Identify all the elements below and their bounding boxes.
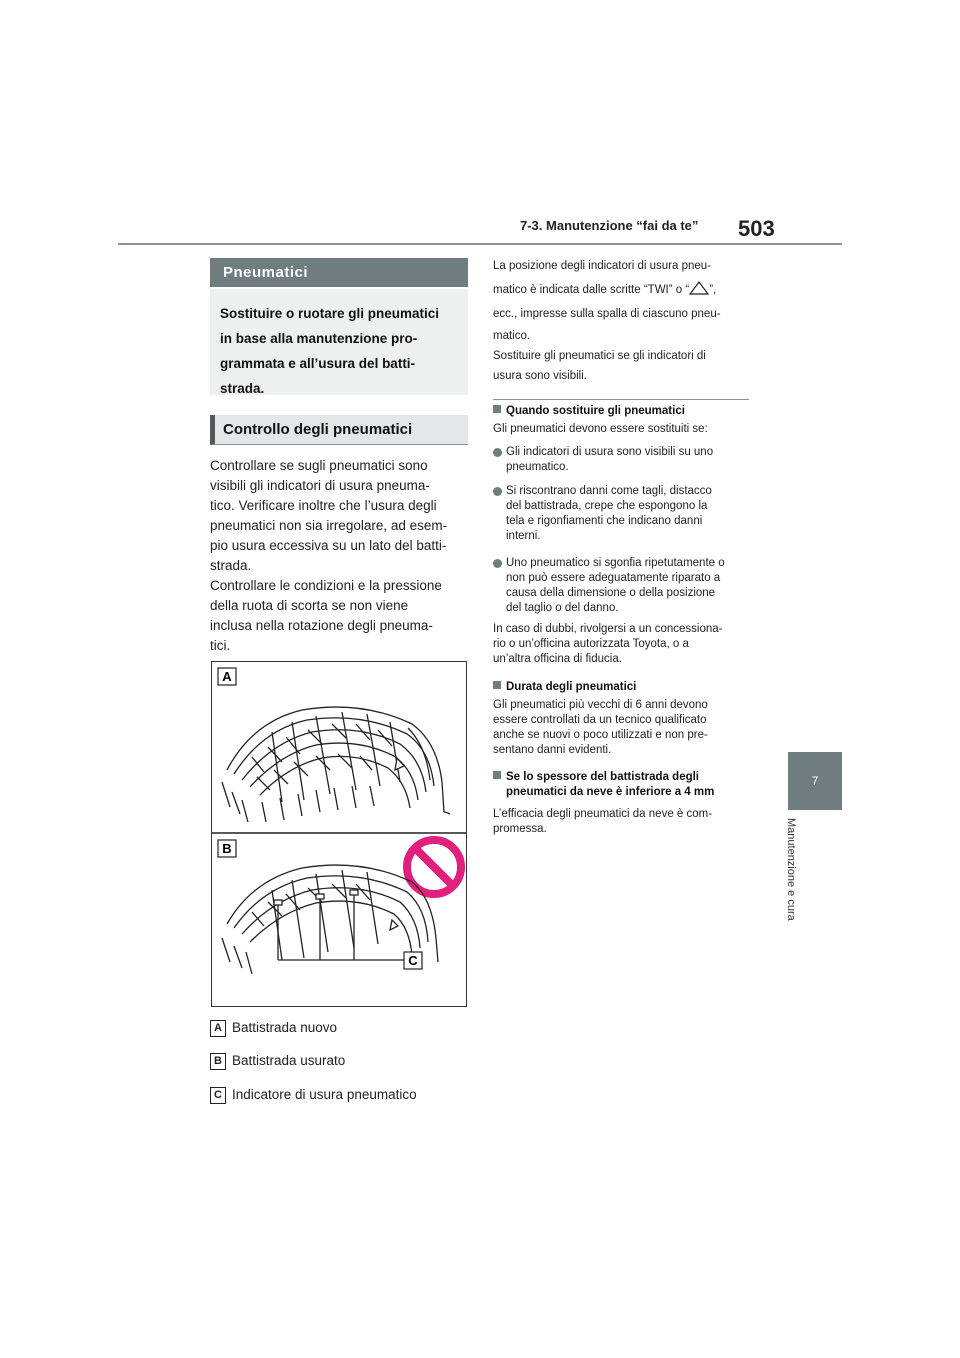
section-title: 7-3. Manutenzione “fai da te” [520, 218, 699, 233]
caption-key: C [210, 1087, 226, 1104]
twi-paragraph [493, 256, 749, 386]
text-line: Controllare se sugli pneumatici sono [210, 458, 428, 473]
heading-durata [493, 680, 753, 695]
text-line: un’altra officina di fiducia. [493, 653, 622, 665]
new-tread-tire [222, 707, 450, 822]
text-line: tela e rigonfiamenti che indicano danni [506, 515, 703, 527]
text-line: causa della dimensione o della posizione [506, 587, 716, 599]
caption-text: Battistrada usurato [232, 1053, 346, 1069]
subsection-band-controllo: Controllo degli pneumatici [210, 415, 468, 445]
text-line: sentano danni evidenti. [493, 744, 612, 756]
text-line: Gli indicatori di usura sono visibili su uno [506, 446, 714, 458]
circle-bullet-icon [493, 448, 502, 457]
intro-line: strada. [220, 381, 265, 396]
text-line: ecc., impresse sulla spalla di ciascuno pneu- [493, 308, 721, 320]
text-fragment: matico è indicata dalle scritte “TWI” o “ [493, 284, 690, 296]
heading-text: Quando sostituire gli pneumatici [506, 405, 685, 417]
text-line: inclusa nella rotazione degli pneuma- [210, 618, 433, 633]
text-line: promessa. [493, 823, 547, 835]
bullet-item [493, 556, 753, 616]
text-line: Gli pneumatici più vecchi di 6 anni devono [493, 699, 708, 711]
text-line: pneumatici non sia irregolare, ad esem- [210, 518, 448, 533]
caption-key: B [210, 1053, 226, 1070]
page-number: 503 [738, 216, 775, 241]
text-line: del battistrada, crepe che espongono la [506, 500, 708, 512]
text-line: interni. [506, 530, 541, 542]
intro-box [210, 289, 468, 395]
label-c: C [408, 953, 418, 968]
heading-text: Durata degli pneumatici [506, 681, 637, 693]
caption-text: Battistrada nuovo [232, 1020, 338, 1036]
text-line: tico. Verificare inoltre che l’usura degli [210, 498, 437, 513]
label-a: A [222, 669, 232, 684]
caption-c [210, 1087, 417, 1104]
caption-key: A [210, 1020, 226, 1037]
caption-a [210, 1020, 337, 1037]
text-line: tici. [210, 638, 231, 653]
text-line: Uno pneumatico si sgonfia ripetutamente o [506, 557, 725, 569]
triangle-icon [689, 281, 709, 295]
chapter-label [785, 818, 805, 958]
circle-bullet-icon [493, 559, 502, 568]
text-line: Controllare le condizioni e la pressione [210, 578, 442, 593]
chapter-label-text: Manutenzione e cura [785, 818, 797, 921]
body-durata [493, 698, 753, 758]
tire-tread-illustration [212, 662, 466, 1006]
text-line: matico. [493, 330, 531, 342]
section-rule [493, 399, 749, 400]
tire-tread-figure [211, 661, 467, 1007]
section-band-pneumatici: Pneumatici [210, 258, 468, 287]
text-line: del taglio o del danno. [506, 602, 619, 614]
text-line: La posizione degli indicatori di usura pneu- [493, 260, 712, 272]
heading-text: Se lo spessore del battistrada degli [506, 771, 700, 783]
text-line: Sostituire gli pneumatici se gli indicatori di [493, 350, 706, 362]
text-line: pneumatico. [506, 461, 569, 473]
paragraph-check [210, 456, 472, 656]
chapter-tab: 7 [788, 752, 842, 810]
intro-line: Sostituire o ruotare gli pneumatici [220, 306, 440, 321]
text-line: visibili gli indicatori di usura pneuma- [210, 478, 430, 493]
text-line: anche se nuovi o poco utilizzati e non pre- [493, 729, 708, 741]
prohibit-icon [407, 840, 461, 894]
square-bullet-icon [493, 771, 501, 779]
text-line: pio usura eccessiva su un lato del batti- [210, 538, 447, 553]
text-line: non può essere adeguatamente riparato a [506, 572, 721, 584]
intro-line: in base alla manutenzione pro- [220, 331, 418, 346]
header-rule [118, 243, 842, 245]
heading-quando [493, 404, 753, 419]
text-line: Si riscontrano danni come tagli, distacco [506, 485, 712, 497]
square-bullet-icon [493, 681, 501, 689]
text-line: In caso di dubbi, rivolgersi a un concessiona- [493, 623, 723, 635]
text-line: usura sono visibili. [493, 370, 587, 382]
label-b: B [222, 841, 232, 856]
heading-neve [493, 770, 753, 800]
heading-text: pneumatici da neve è inferiore a 4 mm [506, 786, 715, 798]
square-bullet-icon [493, 405, 501, 413]
bullet-item [493, 445, 753, 475]
text-line: L’efficacia degli pneumatici da neve è com- [493, 808, 713, 820]
body-dubbi [493, 622, 753, 667]
body-quando: Gli pneumatici devono essere sostituiti se: [493, 423, 708, 435]
intro-line: grammata e all’usura del batti- [220, 356, 416, 371]
text-line: della ruota di scorta se non viene [210, 598, 409, 613]
caption-b [210, 1053, 345, 1070]
text-fragment: ”, [709, 284, 717, 296]
bullet-item [493, 484, 753, 544]
text-line: rio o un’officina autorizzata Toyota, o a [493, 638, 689, 650]
text-line [493, 280, 749, 300]
text-line: strada. [210, 558, 252, 573]
text-line: essere controllati da un tecnico qualificato [493, 714, 707, 726]
caption-text: Indicatore di usura pneumatico [232, 1087, 417, 1103]
body-neve [493, 807, 753, 837]
circle-bullet-icon [493, 487, 502, 496]
